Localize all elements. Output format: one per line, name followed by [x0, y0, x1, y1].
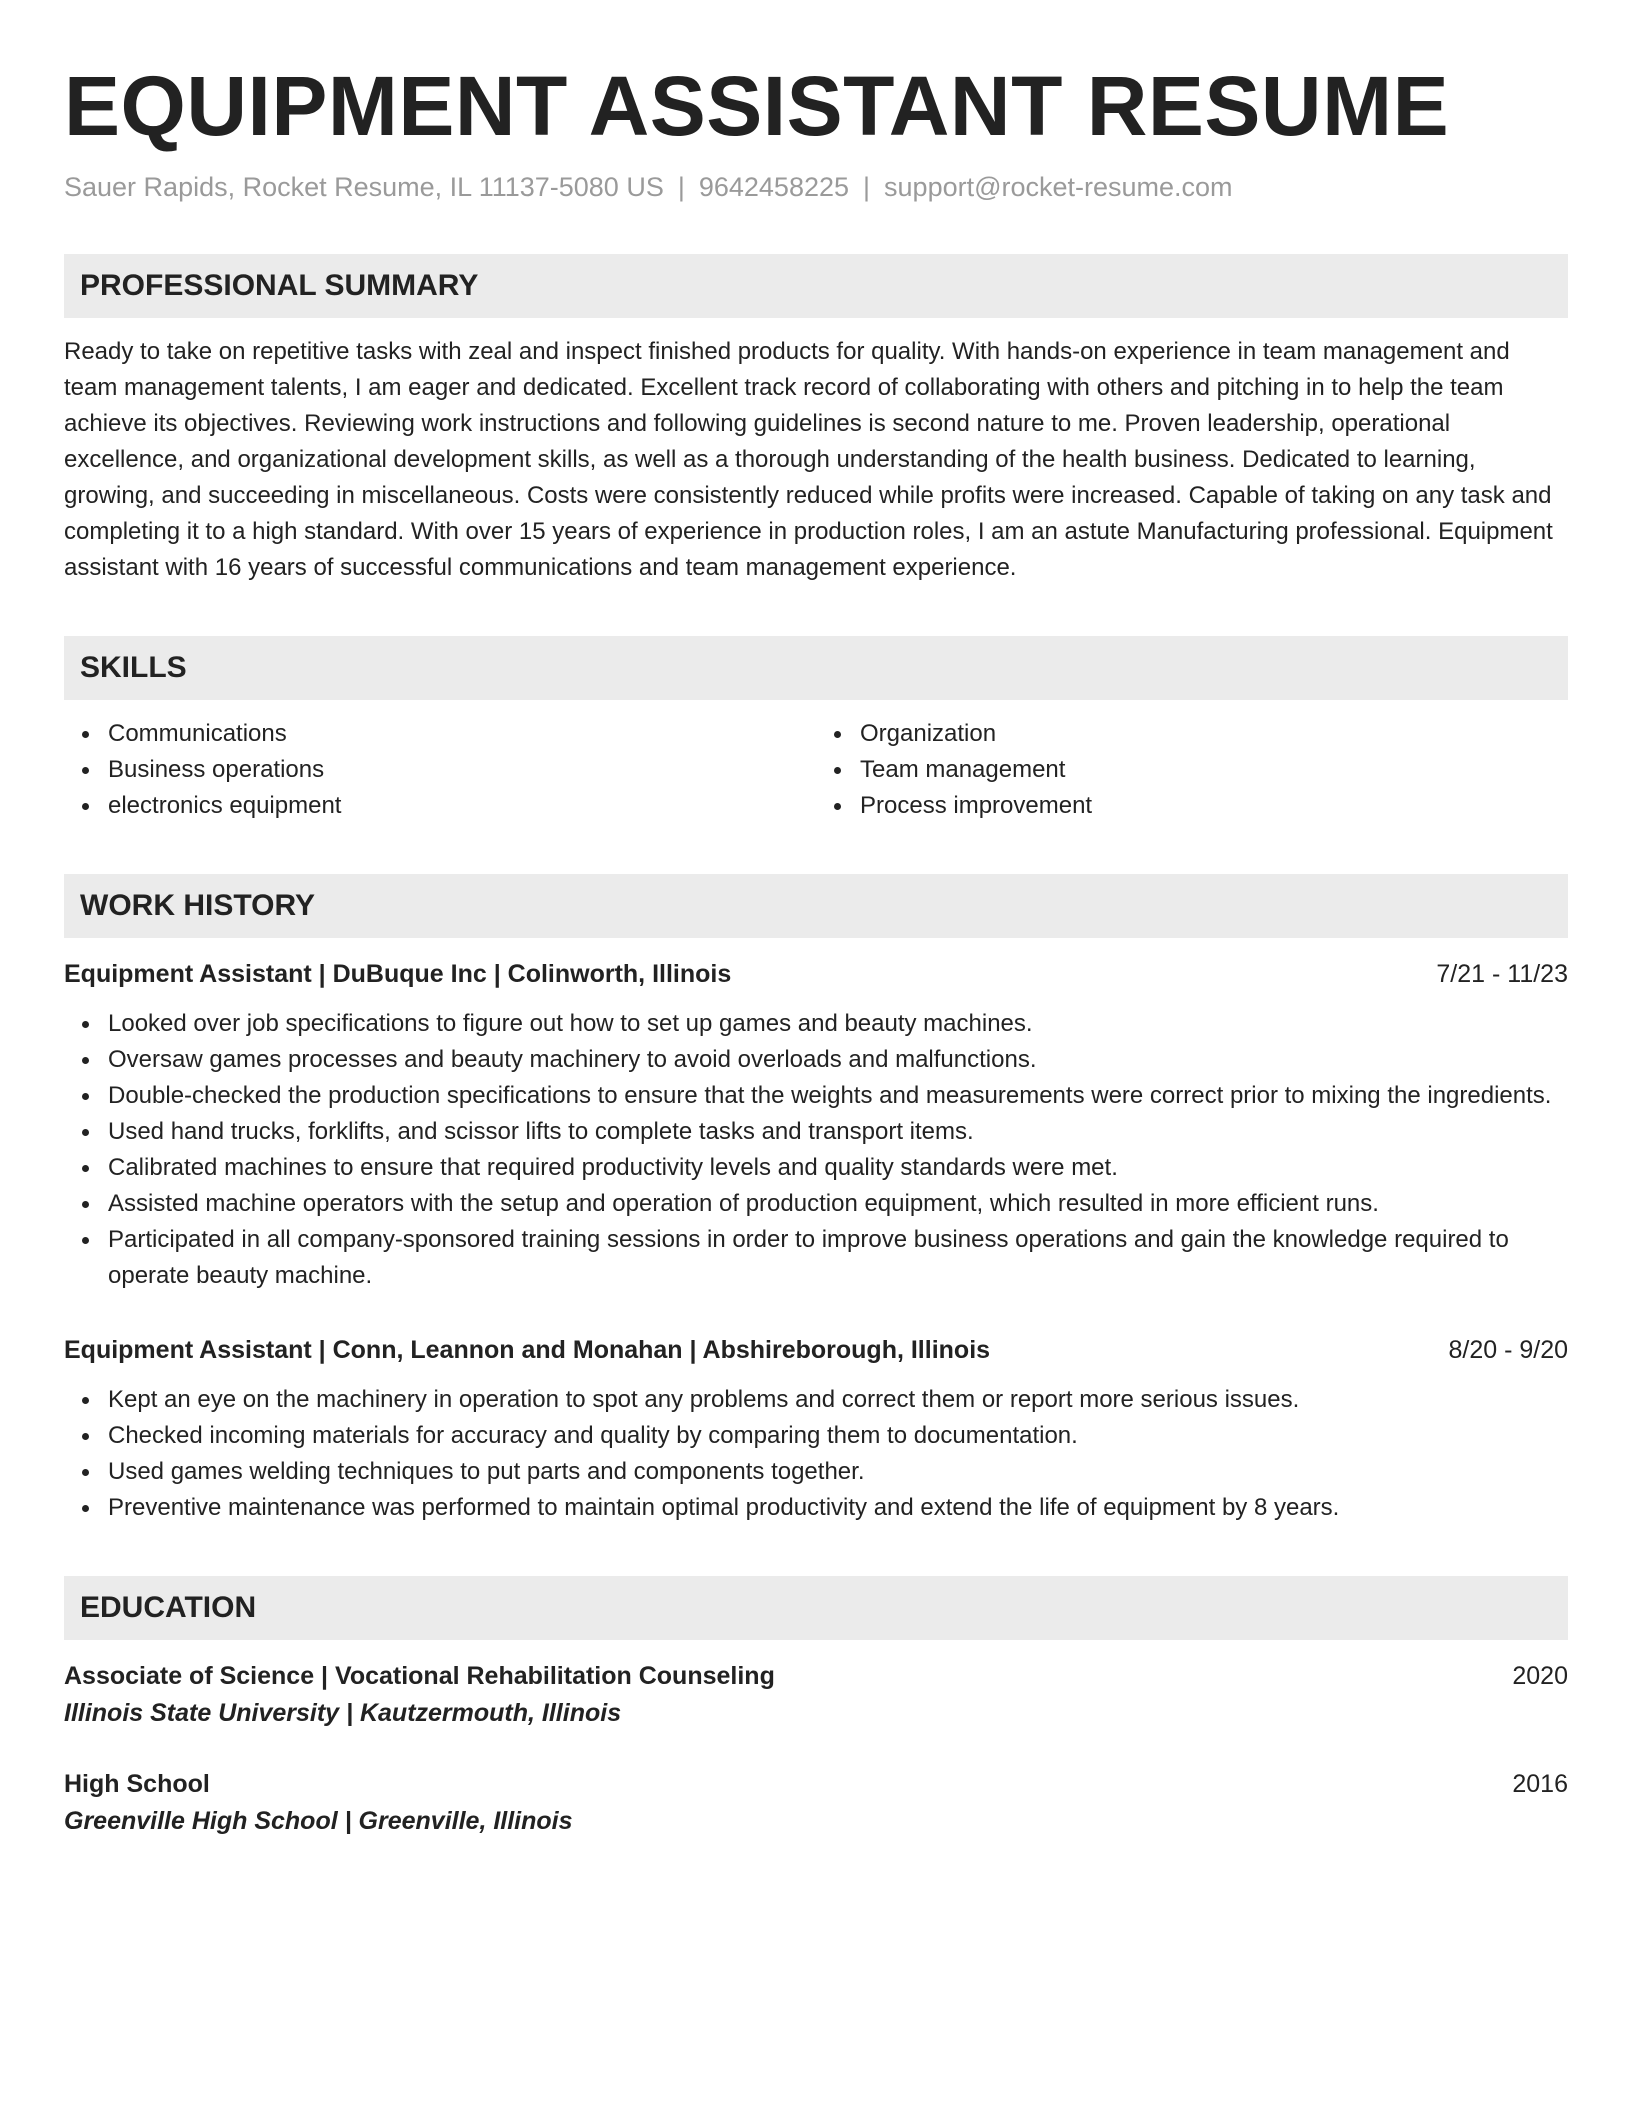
resume-title: EQUIPMENT ASSISTANT RESUME — [64, 59, 1450, 153]
job-bullets — [64, 1382, 1568, 1526]
job-heading-row — [64, 956, 1568, 992]
job-bullet: Used games welding techniques to put parts and components together. — [64, 1454, 1568, 1490]
section-header-summary: PROFESSIONAL SUMMARY — [64, 254, 1568, 318]
skill-item: electronics equipment — [64, 788, 816, 824]
job-dates: 8/20 - 9/20 — [1448, 1336, 1568, 1364]
job-bullet: Preventive maintenance was performed to maintain optimal productivity and extend the life of equipment by 8 years. — [64, 1490, 1568, 1526]
skills-column-left — [64, 716, 816, 824]
skills-column-right — [816, 716, 1568, 824]
resume-page — [64, 56, 1568, 1840]
job-bullets — [64, 1006, 1568, 1294]
job-entry — [64, 956, 1568, 1294]
education-degree: High School — [64, 1770, 210, 1798]
education-entry — [64, 1658, 1568, 1732]
education-heading-row — [64, 1766, 1568, 1802]
address-text: Sauer Rapids, Rocket Resume, IL 11137-5080 US — [64, 172, 664, 202]
job-title: Equipment Assistant | DuBuque Inc | Colinworth, Illinois — [64, 960, 732, 988]
skill-item: Communications — [64, 716, 816, 752]
skills-list — [64, 716, 1568, 824]
section-header-work: WORK HISTORY — [64, 874, 1568, 938]
summary-text: Ready to take on repetitive tasks with zeal and inspect finished products for quality. With hands-on experience in team management and team management talents, I am eager and dedicated. Excellent track record of collaborating with others and pitching in to help the team achieve its objectives. Reviewing work instructions and following guidelines is second nature to me. Proven leadership, operational excellence, and organizational development skills, as well as a thorough understanding of the health business. Dedicated to learning, growing, and succeeding in miscellaneous. Costs were consistently reduced while profits were increased. Capable of taking on any task and completing it to a high standard. With over 15 years of experience in production roles, I am an astute Manufacturing professional. Equipment assistant with 16 years of successful communications and team management experience. — [64, 338, 1553, 581]
job-bullet: Oversaw games processes and beauty machinery to avoid overloads and malfunctions. — [64, 1042, 1568, 1078]
education-entry — [64, 1766, 1568, 1840]
job-bullet: Used hand trucks, forklifts, and scissor lifts to complete tasks and transport items. — [64, 1114, 1568, 1150]
contact-separator: | — [677, 172, 685, 202]
job-title: Equipment Assistant | Conn, Leannon and Monahan | Abshireborough, Illinois — [64, 1336, 991, 1364]
section-header-skills: SKILLS — [64, 636, 1568, 700]
skill-item: Team management — [816, 752, 1568, 788]
job-bullet: Calibrated machines to ensure that required productivity levels and quality standards were met. — [64, 1150, 1568, 1186]
education-year: 2016 — [1512, 1770, 1568, 1798]
education-degree: Associate of Science | Vocational Rehabilitation Counseling — [64, 1662, 775, 1690]
job-heading-row — [64, 1332, 1568, 1368]
email-text: support@rocket-resume.com — [884, 172, 1233, 202]
education-school: Illinois State University | Kautzermouth, Illinois — [64, 1699, 622, 1727]
job-bullet: Checked incoming materials for accuracy and quality by comparing them to documentation. — [64, 1418, 1568, 1454]
skill-item: Process improvement — [816, 788, 1568, 824]
job-bullet: Kept an eye on the machinery in operation to spot any problems and correct them or report more serious issues. — [64, 1382, 1568, 1418]
education-school: Greenville High School | Greenville, Illinois — [64, 1807, 573, 1835]
contact-separator: | — [863, 172, 871, 202]
job-bullet: Participated in all company-sponsored training sessions in order to improve business operations and gain the knowledge required to operate beauty machine. — [64, 1222, 1568, 1294]
phone-text: 9642458225 — [698, 172, 850, 202]
job-entry — [64, 1332, 1568, 1526]
education-heading-row — [64, 1658, 1568, 1694]
job-dates: 7/21 - 11/23 — [1436, 960, 1568, 988]
contact-line — [64, 170, 1568, 204]
job-bullet: Looked over job specifications to figure out how to set up games and beauty machines. — [64, 1006, 1568, 1042]
job-bullet: Assisted machine operators with the setup and operation of production equipment, which resulted in more efficient runs. — [64, 1186, 1568, 1222]
skill-item: Organization — [816, 716, 1568, 752]
section-header-education: EDUCATION — [64, 1576, 1568, 1640]
job-bullet: Double-checked the production specifications to ensure that the weights and measurements were correct prior to mixing the ingredients. — [64, 1078, 1568, 1114]
skill-item: Business operations — [64, 752, 816, 788]
education-year: 2020 — [1512, 1662, 1568, 1690]
